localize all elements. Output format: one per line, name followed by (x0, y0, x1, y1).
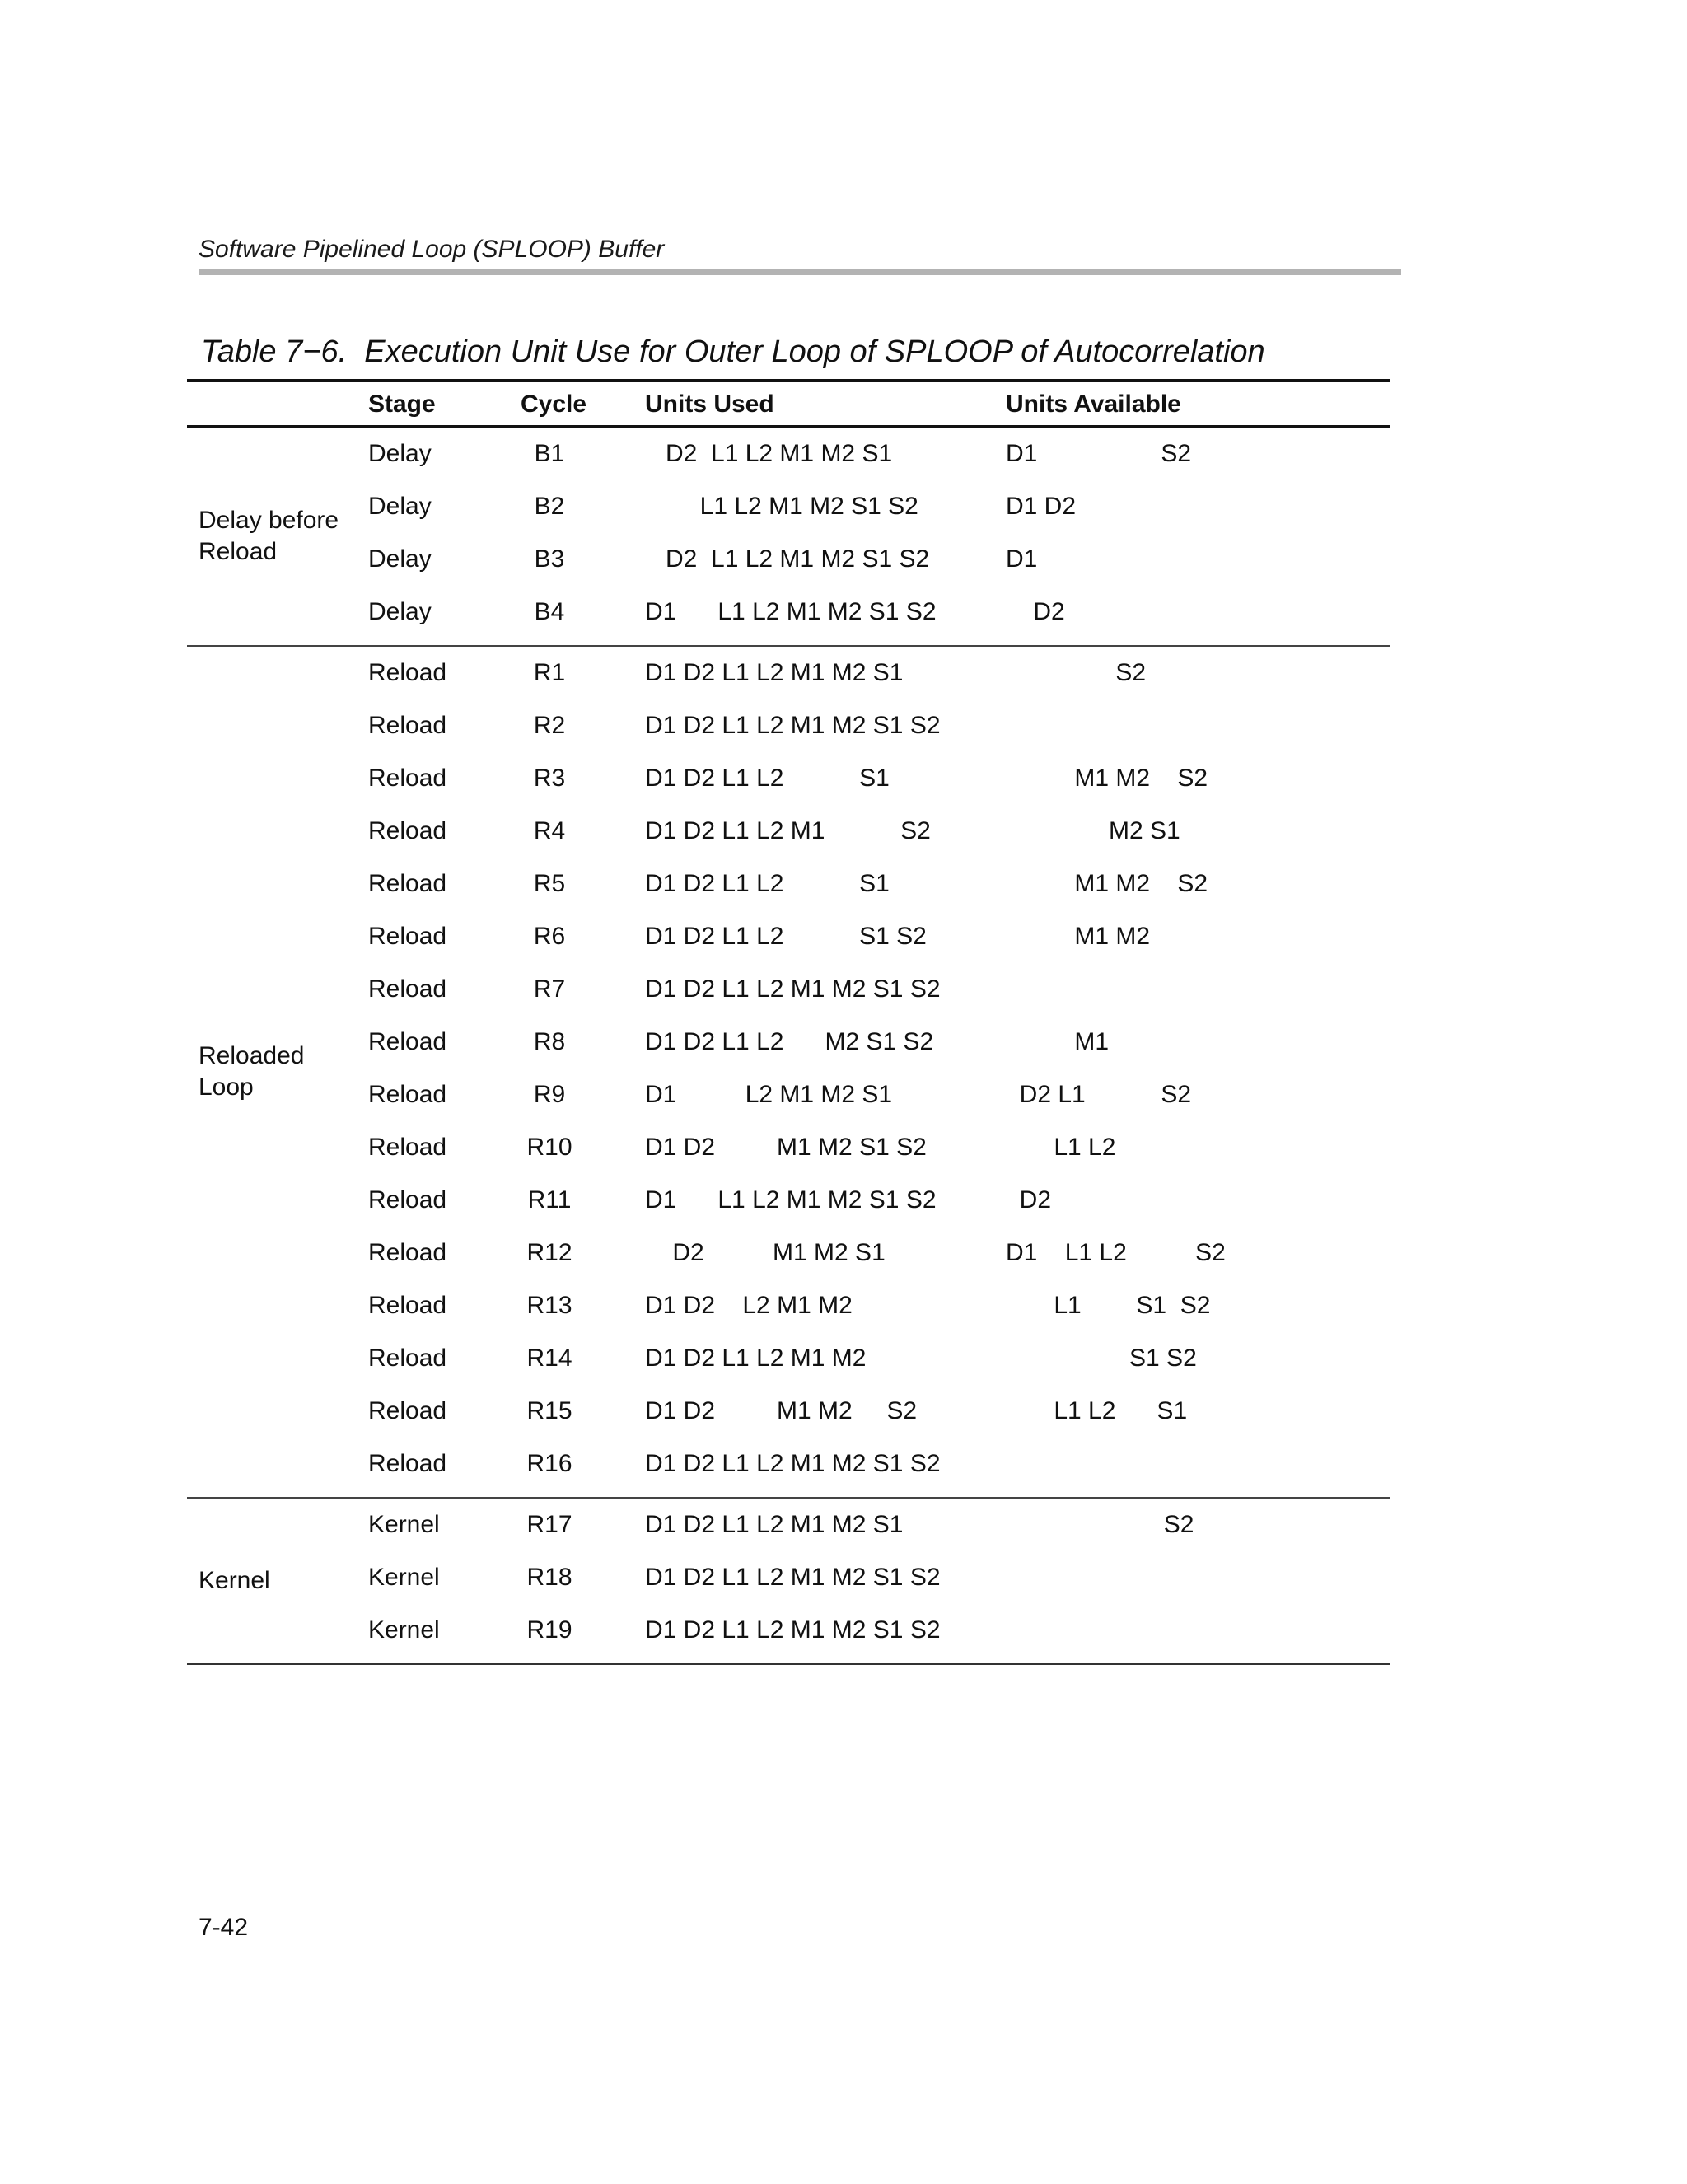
table-row (187, 1282, 1390, 1335)
cell-units-used: D1 L1 L2 M1 M2 S1 S2 (645, 1186, 937, 1214)
table-row (187, 1387, 1390, 1440)
cell-stage: Reload (368, 975, 447, 1003)
cell-stage: Delay (368, 598, 432, 625)
cell-units-used: D1 D2 L2 M1 M2 (645, 1292, 853, 1319)
cell-cycle: R6 (533, 923, 566, 950)
cell-stage: Reload (368, 1450, 447, 1477)
group-label-line: Kernel (199, 1567, 270, 1594)
cell-units-used: D2 L1 L2 M1 M2 S1 S2 (645, 545, 930, 573)
cell-units-used: D1 D2 L1 L2 M1 M2 S1 S2 (645, 975, 941, 1003)
cell-units-available: D1 (1006, 545, 1038, 573)
cell-cycle: R13 (526, 1292, 572, 1319)
cell-stage: Delay (368, 545, 432, 573)
table-row (187, 430, 1390, 483)
table-row (187, 913, 1390, 966)
cell-units-available: M1 M2 S2 (1006, 870, 1208, 897)
table-row (187, 966, 1390, 1018)
cell-units-used: D1 D2 L1 L2 M1 M2 (645, 1345, 867, 1372)
cell-units-available: M1 M2 (1006, 923, 1151, 950)
table-row (187, 807, 1390, 860)
cell-stage: Reload (368, 1186, 447, 1214)
table-row (187, 755, 1390, 807)
page-number: 7-42 (199, 1914, 249, 1941)
cell-cycle: R10 (526, 1134, 572, 1161)
cell-cycle: R4 (533, 817, 566, 844)
cell-cycle: R12 (526, 1239, 572, 1266)
group-label-line: Delay before (199, 507, 339, 534)
cell-cycle: R7 (533, 975, 566, 1003)
cell-stage: Delay (368, 493, 432, 520)
execution-unit-table (187, 379, 1390, 1665)
cell-stage: Reload (368, 712, 447, 739)
cell-stage: Kernel (368, 1511, 440, 1538)
group-label-line: Reload (199, 538, 278, 565)
cell-units-used: D1 L2 M1 M2 S1 (645, 1081, 893, 1108)
cell-units-used: D1 D2 M1 M2 S2 (645, 1397, 918, 1424)
table-row (187, 535, 1390, 588)
cell-units-used: D1 D2 L1 L2 S1 (645, 870, 890, 897)
cell-units-used: D1 D2 L1 L2 M1 M2 S1 (645, 1511, 904, 1538)
cell-units-available: D2 (1006, 598, 1065, 625)
cell-units-available: D2 L1 S2 (1006, 1081, 1192, 1108)
table-row (187, 702, 1390, 755)
table-row (187, 1335, 1390, 1387)
table-group (187, 1497, 1390, 1663)
cell-units-available: S2 (1006, 1511, 1194, 1538)
cell-units-used: D1 D2 L1 L2 M1 M2 S1 S2 (645, 1564, 941, 1591)
cell-cycle: R18 (526, 1564, 572, 1591)
table-caption: Table 7−6. Execution Unit Use for Outer Loop of SPLOOP of Autocorrelation (201, 334, 1265, 369)
cell-units-available: D1 L1 L2 S2 (1006, 1239, 1226, 1266)
cell-units-available: M1 (1006, 1028, 1110, 1055)
header-units-used: Units Used (645, 391, 774, 418)
cell-cycle: R1 (533, 659, 566, 686)
cell-units-available: L1 S1 S2 (1006, 1292, 1211, 1319)
cell-units-used: D1 L1 L2 M1 M2 S1 S2 (645, 598, 937, 625)
header-rule (199, 269, 1401, 275)
table-row (187, 1176, 1390, 1229)
group-label-line: Reloaded (199, 1042, 305, 1069)
header-units-available: Units Available (1006, 391, 1181, 418)
table-row (187, 1018, 1390, 1071)
cell-stage: Reload (368, 1134, 447, 1161)
cell-units-available: M1 M2 S2 (1006, 765, 1208, 792)
cell-stage: Reload (368, 870, 447, 897)
cell-units-available: M2 S1 (1006, 817, 1180, 844)
cell-stage: Kernel (368, 1616, 440, 1644)
table-row (187, 1229, 1390, 1282)
cell-units-used: D1 D2 L1 L2 M2 S1 S2 (645, 1028, 934, 1055)
table-row (187, 860, 1390, 913)
cell-cycle: R2 (533, 712, 566, 739)
table-row (187, 649, 1390, 702)
header-stage: Stage (368, 391, 436, 418)
table-header-row (187, 382, 1390, 428)
table-row (187, 1554, 1390, 1606)
cell-units-used: D1 D2 M1 M2 S1 S2 (645, 1134, 927, 1161)
table-group (187, 428, 1390, 645)
cell-units-available: S2 (1006, 659, 1147, 686)
table-row (187, 483, 1390, 535)
cell-units-available: D1 D2 (1006, 493, 1077, 520)
cell-cycle: B2 (534, 493, 565, 520)
group-label-line: Loop (199, 1073, 254, 1101)
table-row (187, 1124, 1390, 1176)
cell-units-used: L1 L2 M1 M2 S1 S2 (645, 493, 918, 520)
cell-units-used: D2 L1 L2 M1 M2 S1 (645, 440, 893, 467)
table-row (187, 1606, 1390, 1659)
cell-stage: Reload (368, 765, 447, 792)
cell-cycle: B3 (534, 545, 565, 573)
cell-cycle: R19 (526, 1616, 572, 1644)
header-cycle: Cycle (521, 391, 587, 418)
cell-units-used: D2 M1 M2 S1 (645, 1239, 886, 1266)
cell-stage: Reload (368, 1345, 447, 1372)
cell-units-used: D1 D2 L1 L2 M1 S2 (645, 817, 931, 844)
cell-units-available: D1 S2 (1006, 440, 1192, 467)
cell-units-available: L1 L2 S1 (1006, 1397, 1188, 1424)
cell-cycle: R16 (526, 1450, 572, 1477)
cell-cycle: R17 (526, 1511, 572, 1538)
table-row (187, 1440, 1390, 1493)
table-group (187, 645, 1390, 1497)
cell-stage: Kernel (368, 1564, 440, 1591)
cell-units-available: S1 S2 (1006, 1345, 1197, 1372)
cell-stage: Reload (368, 1028, 447, 1055)
cell-cycle: R3 (533, 765, 566, 792)
cell-stage: Reload (368, 1397, 447, 1424)
cell-units-used: D1 D2 L1 L2 S1 S2 (645, 923, 927, 950)
cell-units-used: D1 D2 L1 L2 M1 M2 S1 S2 (645, 712, 941, 739)
cell-cycle: B4 (534, 598, 565, 625)
cell-stage: Delay (368, 440, 432, 467)
cell-stage: Reload (368, 1292, 447, 1319)
cell-units-available: D2 (1006, 1186, 1052, 1214)
cell-units-used: D1 D2 L1 L2 M1 M2 S1 S2 (645, 1616, 941, 1644)
cell-cycle: R8 (533, 1028, 566, 1055)
table-row (187, 588, 1390, 641)
cell-cycle: R11 (527, 1186, 572, 1214)
cell-stage: Reload (368, 659, 447, 686)
table-row (187, 1071, 1390, 1124)
cell-cycle: R14 (526, 1345, 572, 1372)
cell-cycle: R5 (533, 870, 566, 897)
cell-units-available: L1 L2 (1006, 1134, 1116, 1161)
running-header: Software Pipelined Loop (SPLOOP) Buffer (199, 236, 665, 263)
cell-units-used: D1 D2 L1 L2 S1 (645, 765, 890, 792)
table-row (187, 1501, 1390, 1554)
cell-cycle: R9 (533, 1081, 566, 1108)
cell-stage: Reload (368, 1081, 447, 1108)
cell-units-used: D1 D2 L1 L2 M1 M2 S1 S2 (645, 1450, 941, 1477)
cell-cycle: B1 (534, 440, 565, 467)
cell-stage: Reload (368, 817, 447, 844)
cell-cycle: R15 (526, 1397, 572, 1424)
cell-stage: Reload (368, 1239, 447, 1266)
cell-units-used: D1 D2 L1 L2 M1 M2 S1 (645, 659, 904, 686)
cell-stage: Reload (368, 923, 447, 950)
